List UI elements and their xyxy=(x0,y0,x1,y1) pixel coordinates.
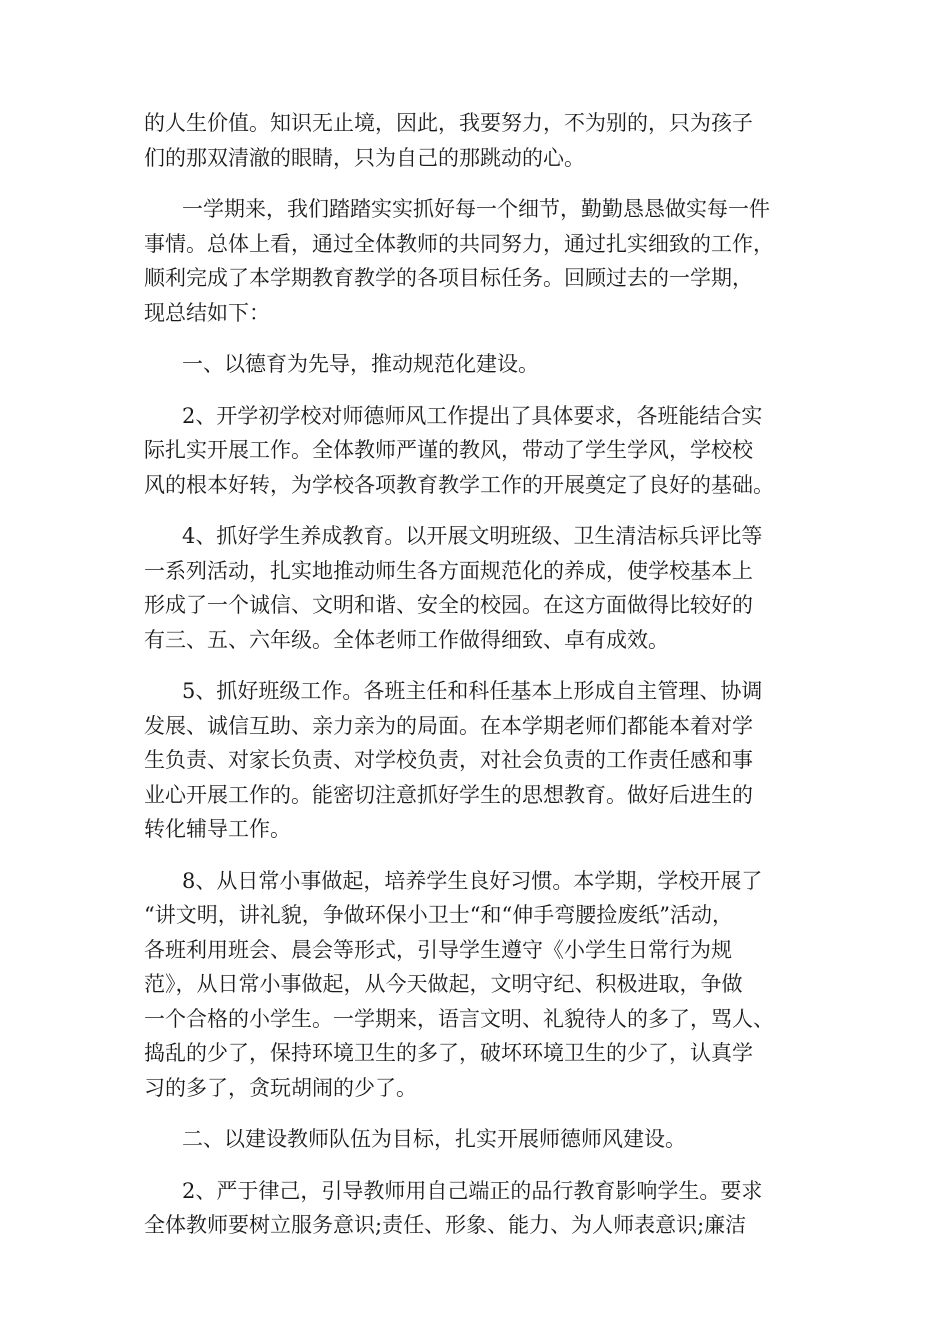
text-line: 们的那双清澈的眼睛，只为自己的那跳动的心。 xyxy=(144,145,585,170)
paragraph xyxy=(144,347,834,382)
paragraph xyxy=(144,674,834,847)
text-line: 捣乱的少了，保持环境卫生的多了，破坏环境卫生的少了，认真学 xyxy=(144,1041,753,1065)
text-line: 的人生价值。知识无止境，因此，我要努力，不为别的，只为孩子 xyxy=(144,111,753,135)
text-line: 转化辅导工作。 xyxy=(144,817,291,841)
text-line: 风的根本好转，为学校各项教育教学工作的开展奠定了良好的基础。 xyxy=(144,472,774,497)
paragraph xyxy=(144,864,834,1106)
text-line: 2、严于律己，引导教师用自己端正的品行教育影响学生。要求 xyxy=(182,1178,763,1203)
text-line: 业心开展工作的。能密切注意抓好学生的思想教育。做好后进生的 xyxy=(144,782,753,807)
text-line: 5、抓好班级工作。各班主任和科任基本上形成自主管理、协调 xyxy=(182,679,763,703)
text-line: 各班利用班会、晨会等形式，引导学生遵守《小学生日常行为规 xyxy=(144,937,732,962)
text-line: 全体教师要树立服务意识;责任、形象、能力、为人师表意识;廉洁 xyxy=(144,1213,747,1237)
text-line: 一系列活动，扎实地推动师生各方面规范化的养成，使学校基本上 xyxy=(144,558,753,583)
text-line: 顺利完成了本学期教育教学的各项目标任务。回顾过去的一学期， xyxy=(144,266,753,290)
text-line: 2、开学初学校对师德师风工作提出了具体要求，各班能结合实 xyxy=(182,403,763,428)
text-line: 8、从日常小事做起，培养学生良好习惯。本学期，学校开展了 xyxy=(182,868,763,893)
text-line: 一个合格的小学生。一学期来，语言文明、礼貌待人的多了，骂人、 xyxy=(144,1006,774,1031)
text-line: 形成了一个诚信、文明和谐、安全的校园。在这方面做得比较好的 xyxy=(144,593,753,617)
text-line: “讲文明，讲礼貌，争做环保小卫士“和“伸手弯腰捡废纸”活动， xyxy=(144,903,733,927)
document-body xyxy=(144,106,834,1260)
text-line: 发展、诚信互助、亲力亲为的局面。在本学期老师们都能本着对学 xyxy=(144,713,753,738)
text-line: 生负责、对家长负责、对学校负责，对社会负责的工作责任感和事 xyxy=(144,748,753,772)
text-line: 现总结如下： xyxy=(144,300,270,325)
paragraph xyxy=(144,399,834,503)
paragraph xyxy=(144,519,834,657)
text-line: 范》，从日常小事做起，从今天做起，文明守纪、积极进取，争做 xyxy=(144,972,743,996)
text-line: 有三、五、六年级。全体老师工作做得细致、卓有成效。 xyxy=(144,627,669,652)
paragraph xyxy=(144,192,834,330)
paragraph xyxy=(144,1122,834,1157)
paragraph xyxy=(144,106,834,175)
text-line: 事情。总体上看，通过全体教师的共同努力，通过扎实细致的工作， xyxy=(144,231,774,256)
text-line: 二、以建设教师队伍为目标，扎实开展师德师风建设。 xyxy=(182,1127,686,1151)
text-line: 4、抓好学生养成教育。以开展文明班级、卫生清洁标兵评比等 xyxy=(182,524,763,548)
text-line: 际扎实开展工作。全体教师严谨的教风，带动了学生学风，学校校 xyxy=(144,438,753,462)
text-line: 一学期来，我们踏踏实实抓好每一个细节，勤勤恳恳做实每一件 xyxy=(182,197,770,221)
text-line: 一、以德育为先导，推动规范化建设。 xyxy=(182,352,539,376)
text-line: 习的多了，贪玩胡闹的少了。 xyxy=(144,1075,417,1100)
paragraph xyxy=(144,1174,834,1243)
